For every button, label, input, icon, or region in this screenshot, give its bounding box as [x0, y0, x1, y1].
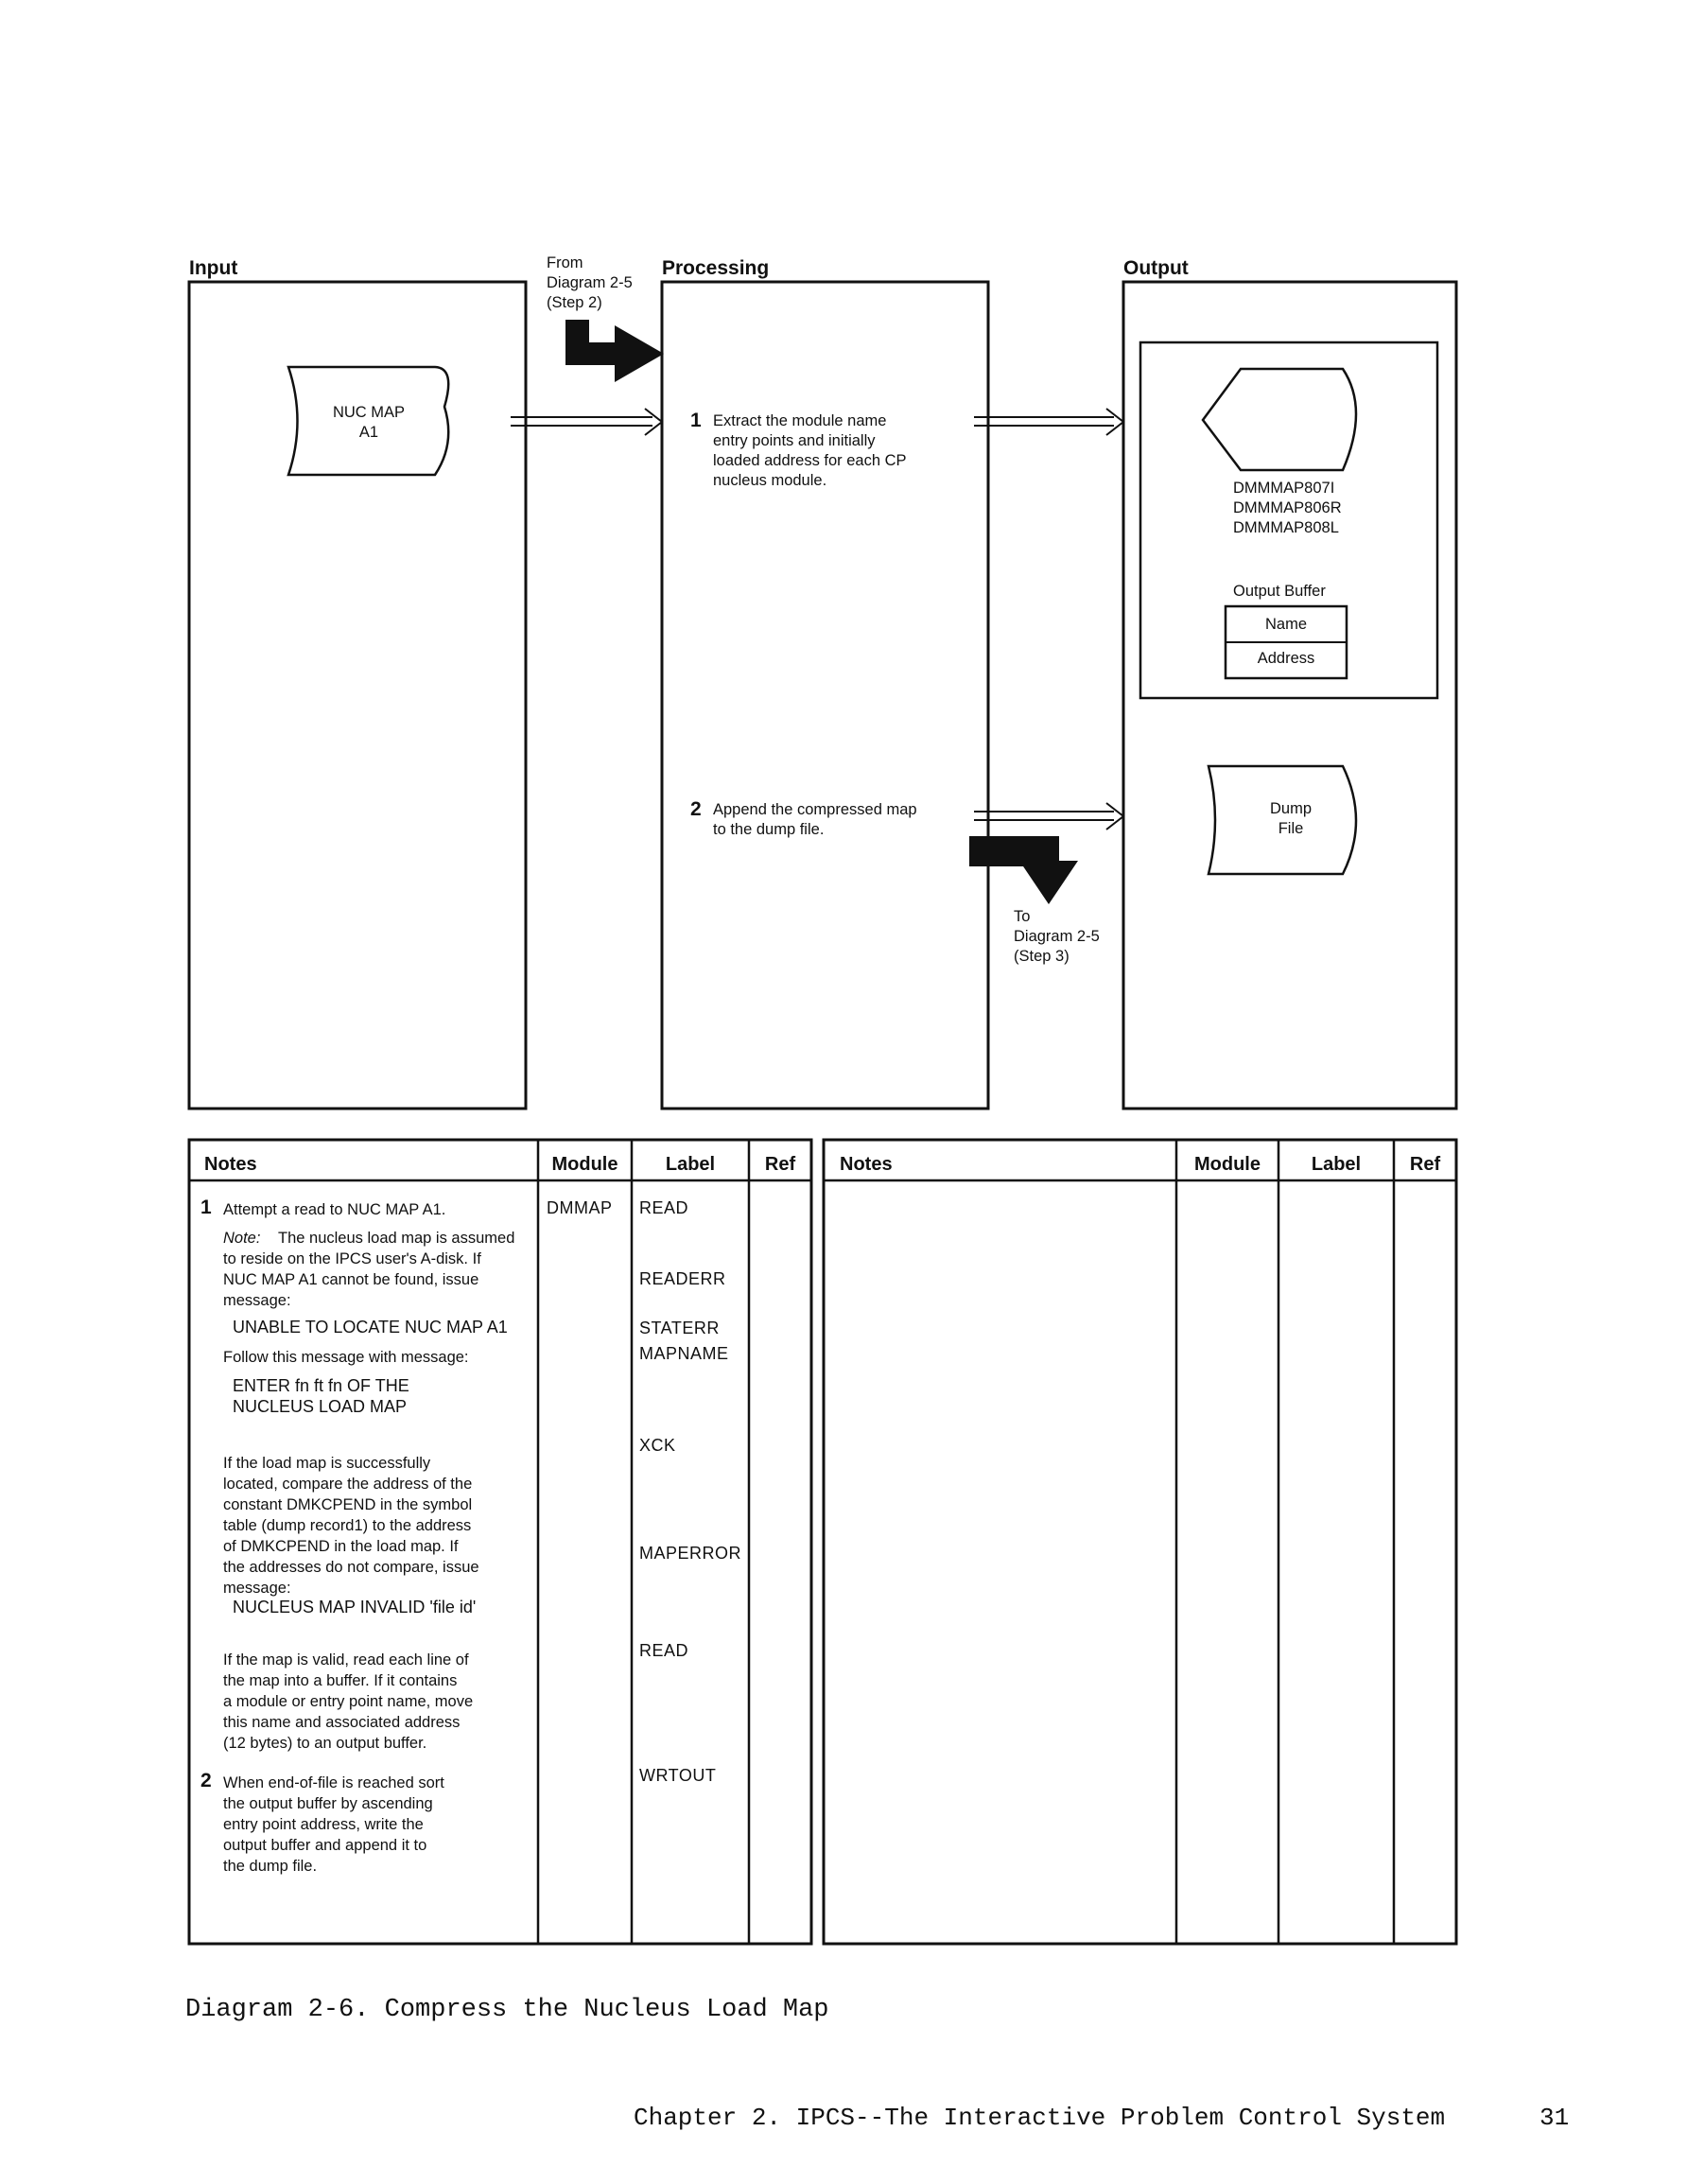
right-table	[824, 1140, 1456, 1944]
to-diagram-connector: To Diagram 2-5 (Step 3)	[1014, 908, 1100, 965]
display-shape	[1203, 369, 1356, 470]
diagram-caption: Diagram 2-6. Compress the Nucleus Load Map	[185, 1996, 829, 2024]
message-unable: UNABLE TO LOCATE NUC MAP A1	[233, 1318, 508, 1337]
label-cell: READ	[639, 1198, 689, 1217]
label-cell: WRTOUT	[639, 1766, 717, 1785]
follow-text: Follow this message with message:	[223, 1349, 469, 1366]
message-enter: ENTER fn ft fn OF THE NUCLEUS LOAD MAP	[233, 1376, 409, 1416]
note-label: Note:	[223, 1230, 261, 1247]
right-ref-header: Ref	[1409, 1154, 1441, 1175]
buffer-field-address: Address	[1257, 650, 1315, 667]
page-number: 31	[1539, 2104, 1570, 2132]
module-cell: DMMAP	[547, 1198, 613, 1217]
note-1-number: 1	[200, 1197, 212, 1218]
label-cell: READ	[639, 1641, 689, 1660]
processing-heading: Processing	[662, 257, 770, 279]
label-cell: MAPERROR	[639, 1544, 742, 1563]
step-number: 2	[690, 798, 702, 820]
processing-step-2	[690, 800, 974, 840]
input-heading: Input	[189, 257, 238, 279]
step-text: Append the compressed map to the dump file.	[713, 801, 917, 838]
buffer-field-name: Name	[1264, 616, 1307, 633]
left-module-header: Module	[551, 1154, 618, 1175]
page-footer: Chapter 2. IPCS--The Interactive Problem Control System	[634, 2104, 1446, 2132]
left-label-header: Label	[665, 1154, 716, 1175]
processing-box	[662, 282, 988, 1109]
step1-to-output-arrow	[974, 409, 1123, 435]
left-notes-header: Notes	[204, 1154, 257, 1175]
label-cell: STATERR	[639, 1319, 720, 1337]
from-diagram-connector: From Diagram 2-5 (Step 2)	[547, 254, 633, 311]
dump-file-label: Dump File	[1269, 800, 1312, 837]
output-buffer-title: Output Buffer	[1233, 583, 1326, 600]
to-connector-arrow	[969, 836, 1078, 904]
left-ref-header: Ref	[764, 1154, 796, 1175]
step-text: Extract the module name entry points and initially loaded address for each CP nucleus module.	[713, 412, 907, 489]
output-box	[1123, 282, 1456, 1109]
right-label-header: Label	[1311, 1154, 1362, 1175]
step2-to-dumpfile-arrow	[974, 803, 1123, 830]
display-names: DMMMAP807I DMMMAP806R DMMMAP808L	[1233, 480, 1342, 536]
label-cell: READERR	[639, 1269, 726, 1288]
label-cell: XCK	[639, 1436, 676, 1455]
compare-paragraph: If the load map is successfully located, compare the address of the constant DMKCPEND in the symbol table (dump record1) to the address of DMKCPEND in the load map. If the addresses do not compare, issue message:	[223, 1455, 479, 1597]
valid-paragraph: If the map is valid, read each line of the map into a buffer. If it contains a module or entry point name, move this name and associated address (12 bytes) to an output buffer.	[223, 1651, 474, 1752]
right-notes-header: Notes	[840, 1154, 893, 1175]
processing-step-1	[690, 411, 974, 491]
nuc-map-file-label: NUC MAP A1	[332, 404, 406, 441]
message-invalid: NUCLEUS MAP INVALID 'file id'	[233, 1598, 477, 1616]
note-2-number: 2	[200, 1770, 212, 1791]
label-cell: MAPNAME	[639, 1344, 729, 1363]
note-2-text: When end-of-file is reached sort the output buffer by ascending entry point address, write the output buffer and append it to the dump file.	[223, 1774, 444, 1875]
from-connector-arrow	[565, 320, 664, 382]
input-to-step1-arrow	[511, 409, 662, 435]
note-1-line: Attempt a read to NUC MAP A1.	[223, 1201, 446, 1218]
step-number: 1	[690, 410, 702, 431]
right-module-header: Module	[1194, 1154, 1261, 1175]
output-heading: Output	[1123, 257, 1189, 279]
note-text: The nucleus load map is assumed to reside on the IPCS user's A-disk. If NUC MAP A1 cannot be found, issue message:	[223, 1230, 515, 1309]
